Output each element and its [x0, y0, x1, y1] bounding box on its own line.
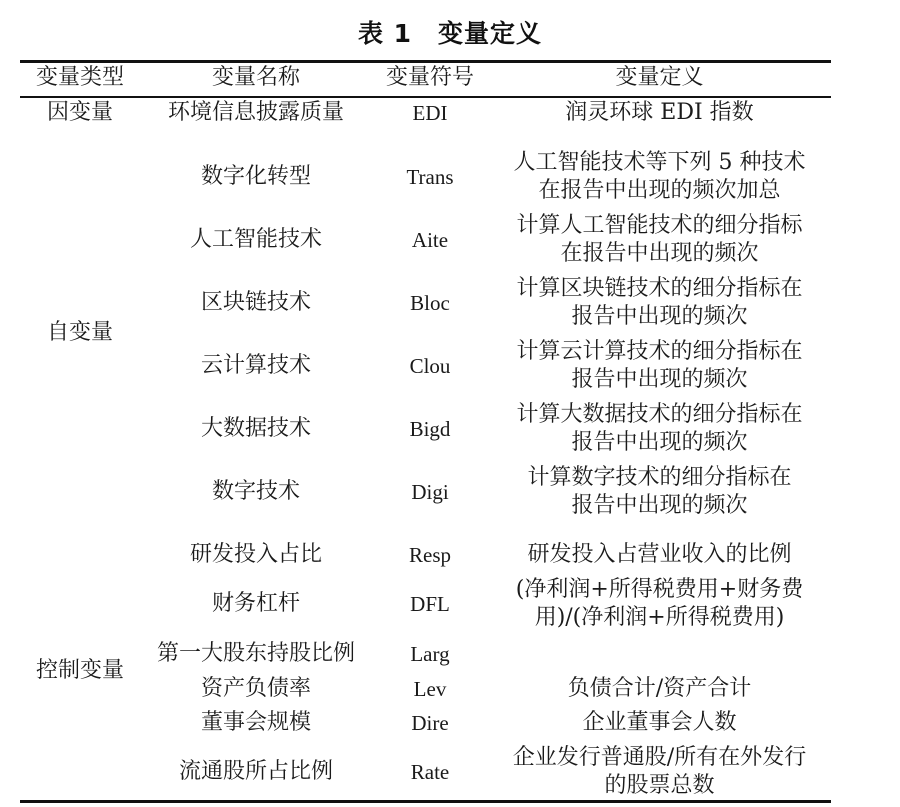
table-row-symbol: Larg: [410, 642, 450, 666]
group-dependent: 因变量: [46, 100, 113, 125]
table-row-definition: 计算人工智能技术的细分指标: [516, 213, 803, 238]
table-row-definition: 报告中出现的频次: [571, 493, 748, 518]
table-row-definition: 的股票总数: [604, 773, 715, 798]
table-row-symbol: Digi: [411, 480, 449, 504]
table-row-definition: 报告中出现的频次: [571, 367, 748, 392]
table-row-symbol: Aite: [411, 228, 449, 252]
table-row-definition: 计算大数据技术的细分指标在: [516, 402, 803, 427]
table-row-definition: (净利润+所得税费用+财务费: [515, 577, 804, 602]
table-row-name: 董事会规模: [200, 710, 311, 735]
group-control: 控制变量: [35, 658, 124, 683]
table-row-name: 数字技术: [211, 479, 300, 504]
table-row-name: 数字化转型: [200, 164, 311, 189]
table-row-name: 流通股所占比例: [178, 759, 333, 784]
table-row-name: 人工智能技术: [189, 227, 322, 252]
header-variable-type: 变量类型: [35, 65, 124, 90]
table-row-symbol: Trans: [406, 165, 454, 189]
table-row-definition: 计算数字技术的细分指标在: [527, 465, 792, 490]
table-row-name: 大数据技术: [200, 416, 311, 441]
table-row-definition: 企业发行普通股/所有在外发行: [512, 745, 807, 770]
table-row-symbol: Resp: [409, 543, 451, 567]
table-row-definition: 负债合计/资产合计: [567, 676, 752, 701]
table-row-name: 财务杠杆: [211, 591, 300, 616]
table-row-symbol: Rate: [410, 760, 450, 784]
table-row-definition: 润灵环球 EDI 指数: [565, 100, 754, 125]
table-row-definition: 计算云计算技术的细分指标在: [516, 339, 803, 364]
table-row-definition: 报告中出现的频次: [571, 430, 748, 455]
table-row-definition: 在报告中出现的频次: [560, 241, 759, 266]
table-row-definition: 用)/(净利润+所得税费用): [534, 605, 785, 630]
table-row-symbol: EDI: [412, 101, 448, 125]
table-row-name: 研发投入占比: [189, 542, 322, 567]
header-variable-definition: 变量定义: [615, 65, 704, 90]
table-row-definition: 企业董事会人数: [582, 710, 737, 735]
table-row-symbol: Bigd: [409, 417, 451, 441]
table-row-symbol: Bloc: [410, 291, 450, 315]
table-row-name: 区块链技术: [200, 290, 311, 315]
table-row-symbol: Clou: [409, 354, 451, 378]
table-row-name: 第一大股东持股比例: [156, 641, 355, 666]
top-rule: [20, 60, 831, 63]
table-row-definition: 报告中出现的频次: [571, 304, 748, 329]
table-row-definition: 人工智能技术等下列 5 种技术: [513, 150, 806, 175]
header-rule: [20, 96, 831, 98]
bottom-rule: [20, 800, 831, 803]
table-row-symbol: Dire: [411, 711, 449, 735]
table-row-symbol: DFL: [410, 592, 450, 616]
group-independent: 自变量: [46, 320, 113, 345]
table-row-name: 云计算技术: [200, 353, 311, 378]
table-row-definition: 在报告中出现的频次加总: [538, 178, 781, 203]
header-variable-symbol: 变量符号: [385, 65, 474, 90]
table-row-definition: 研发投入占营业收入的比例: [527, 542, 792, 567]
header-variable-name: 变量名称: [211, 65, 300, 90]
table-row-definition: 计算区块链技术的细分指标在: [516, 276, 803, 301]
table-caption: 表 1 变量定义: [357, 19, 543, 48]
table-row-name: 环境信息披露质量: [167, 100, 344, 125]
table-row-symbol: Lev: [413, 677, 447, 701]
table-row-name: 资产负债率: [200, 676, 311, 701]
